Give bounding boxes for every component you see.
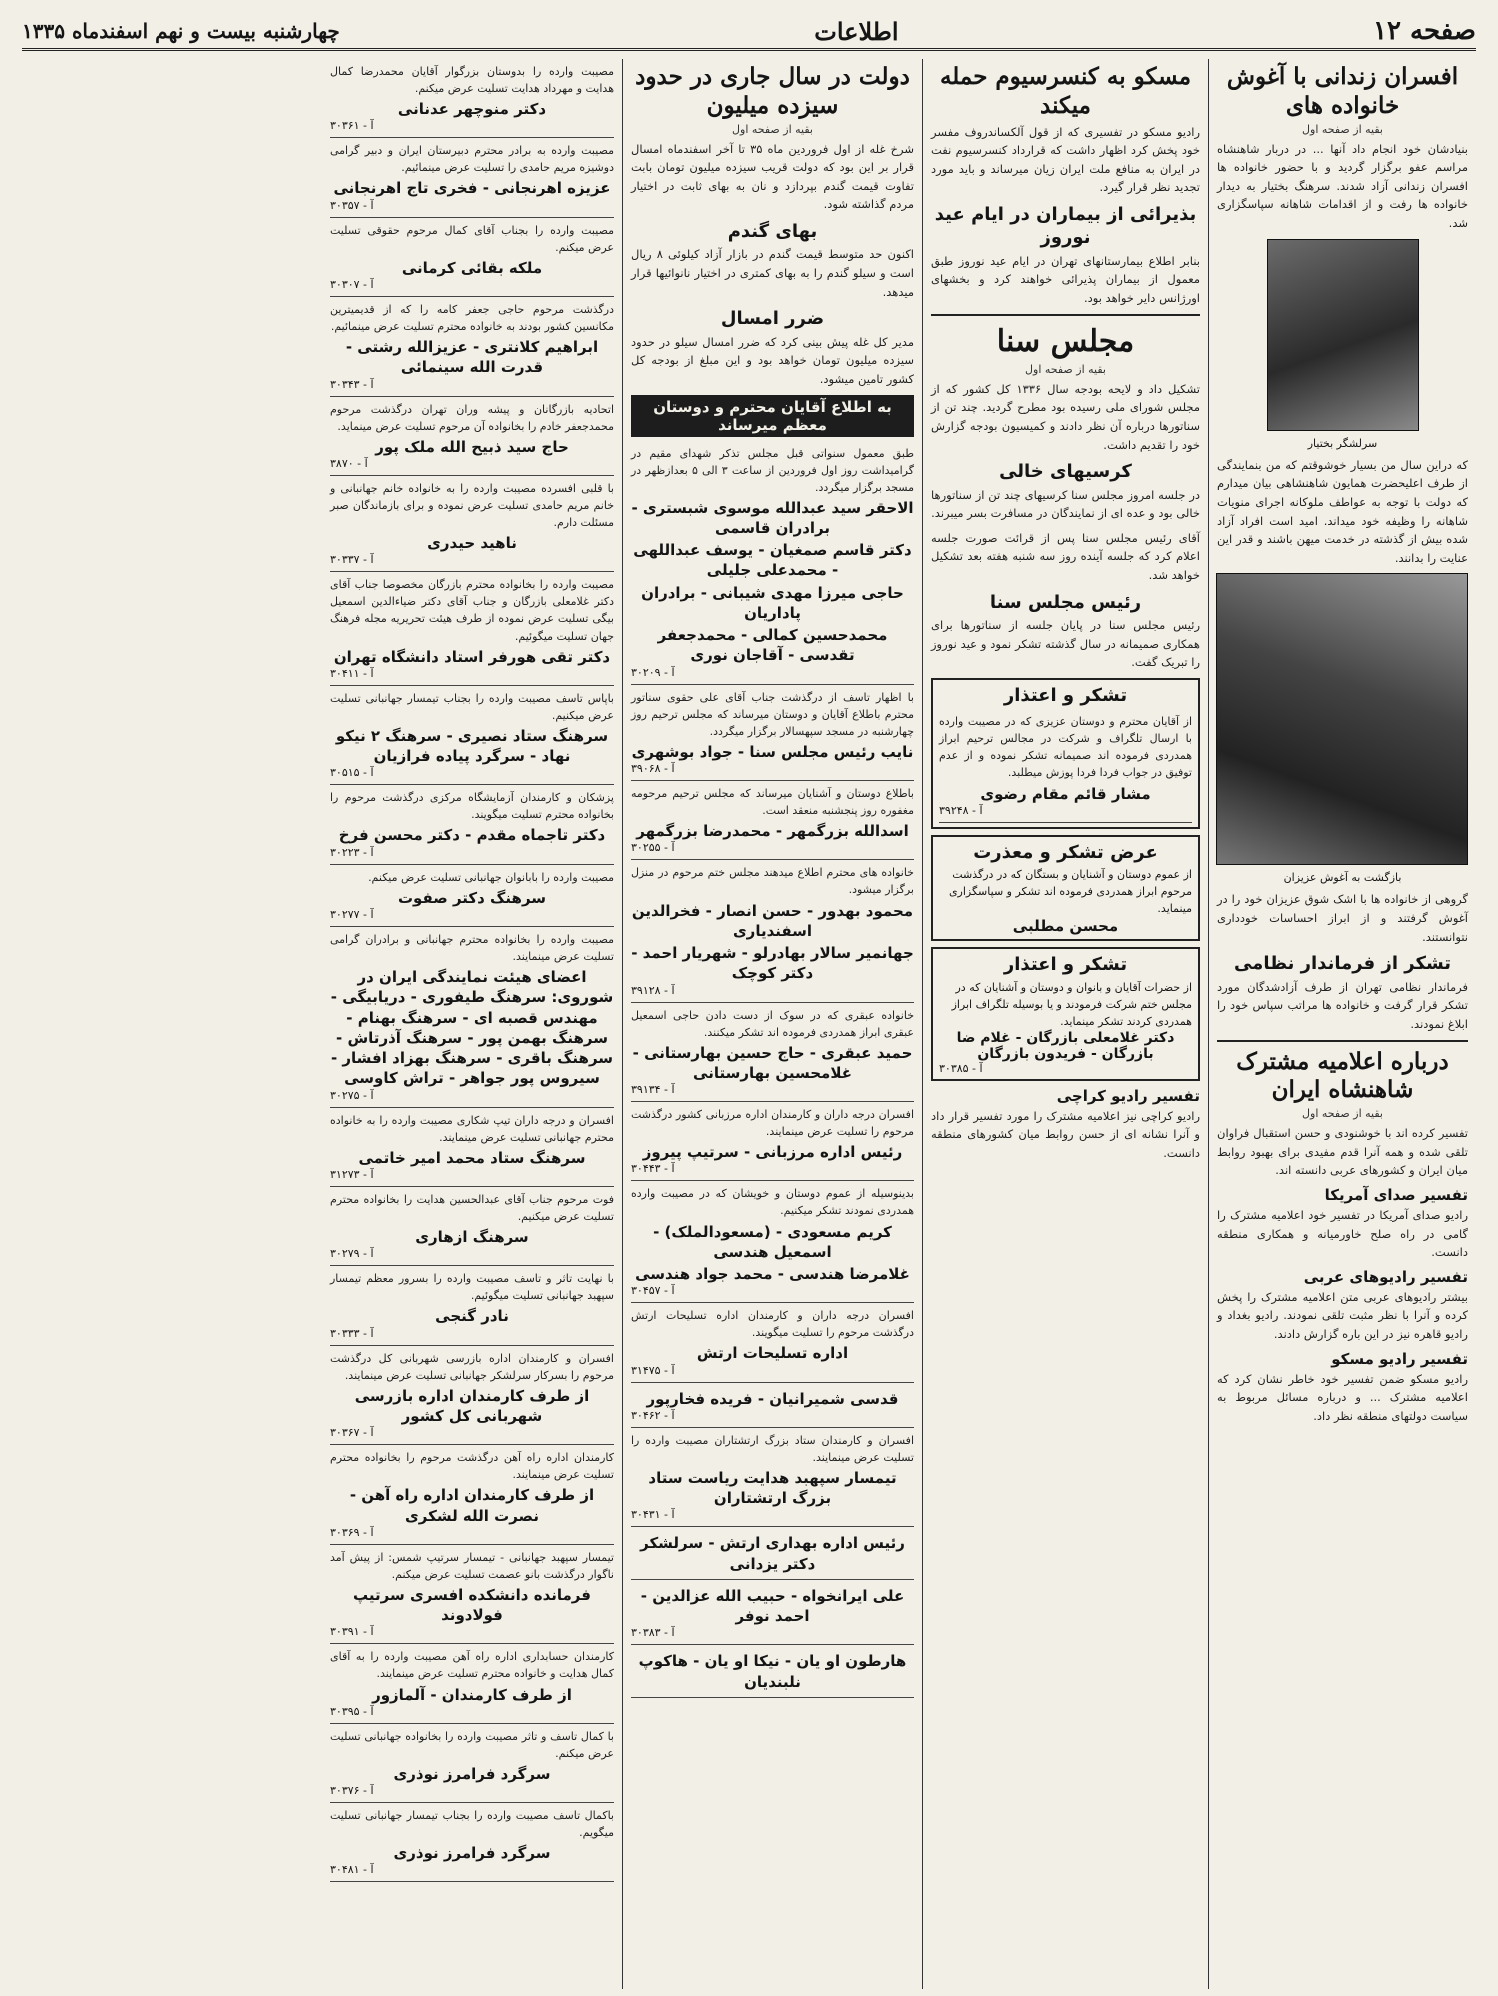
condolence-notice (330, 927, 614, 1108)
condolence-notice (330, 1545, 614, 1645)
article-paragraph: مدیر کل غله پیش بینی کرد که ضرر امسال سیلو در حدود سیزده میلیون تومان خواهد بود و این مبلغ از بودجه کل کشور تامین میشود. (631, 334, 914, 386)
article-paragraph: بنیادشان خود انجام داد آنها ... در دربار شاهنشاه مراسم عفو برگزار گردید و با حضور خانواده ها افسران زندانی آزاد شدند. سرهنگ بختیار به دیدار خانواده ها رفت و از اقدامات شاهانه سپاسگزاری شد. (1217, 141, 1468, 230)
notice-names: دکتر قاسم صمغیان - یوسف عبداللهی - محمدعلی جلیلی (633, 541, 912, 580)
notice-code: آ - ۳۰۴۴۳ (631, 1162, 675, 1176)
notice-names: اسدالله بزرگمهر - محمدرضا بزرگمهر (636, 822, 909, 841)
article-paragraph: رادیو مسکو ضمن تفسیر خود خاطر نشان کرد که اعلامیه مشترک ... و درباره مسائل مربوط به سیاست دولتهای منطقه نظر داد. (1217, 1371, 1468, 1423)
condolence-notice (330, 686, 614, 786)
notice-text: افسران درجه داران و کارمندان اداره تسلیحات ارتش درگذشت مرحوم را تسلیت میگویند. (631, 1309, 914, 1340)
notice-text: باطلاع دوستان و آشنایان میرساند که مجلس ترحیم مرحومه مغفوره روز پنجشنبه منعقد است. (631, 787, 914, 818)
notice-signature: سرگرد فرامرز نوذری (393, 1844, 551, 1863)
condolence-notice (330, 1803, 614, 1882)
notice-signature: مشار قائم مقام رضوی (980, 784, 1151, 803)
notice-code: آ - ۳۰۴۶۲ (631, 1408, 675, 1422)
notice-text: مصیبت وارده را بخانواده محترم بازرگان مخصوصا جناب آقای دکتر غلامعلی بازرگان و جناب آقای دکتر ضیاءالدین اسمعیل بیگی تسلیت عرض نموده از طرف هیئت تحریریه مجله فرهنگ جهان تسلیت میگوئیم. (330, 578, 614, 643)
article-paragraph: آقای رئیس مجلس سنا پس از قرائت صورت جلسه اعلام کرد که جلسه آینده روز سه شنبه هفته بعد تشکیل خواهد شد. (931, 530, 1200, 583)
notice-code: آ - ۳۰۳۳۷ (330, 553, 374, 567)
notice-signature: ابراهیم کلانتری - عزیزالله رشتی - قدرت الله سینمائی (345, 338, 599, 377)
continued-label: بقیه از صفحه اول (1025, 362, 1106, 376)
notice (631, 1428, 914, 1528)
notice-code: آ - ۳۰۳۹۱ (330, 1625, 374, 1639)
page-header (22, 14, 1476, 51)
notice-code: آ - ۳۰۳۶۱ (330, 119, 374, 133)
article-paragraph: که دراین سال من بسیار خوشوقتم که من بنمایندگی از طرف اعلیحضرت همایون شاهنشاهی بیان میدارم که دولت با توجه به عواطف ملوکانه اجرای منویات شاهانه را وظیفه خود میداند. امید است افراد آزاد شده بیش از گذشته در خدمت میهن باشند و قدر این عنایت را بدانند. (1217, 457, 1468, 565)
notice-text: افسران و کارمندان اداره بازرسی شهربانی کل درگذشت مرحوم را بسرکار سرلشکر جهانبانی تسلیت عرض مینمایند. (330, 1351, 614, 1382)
notice-signature: نادر گنجی (435, 1307, 509, 1326)
notice-names: نایب رئیس مجلس سنا - جواد بوشهری (631, 742, 914, 761)
notice-text: تیمسار سپهبد جهانبانی - تیمسار سرتیپ شمس: از پیش آمد ناگوار درگذشت بانو عصمت تسلیت عرض میکنم. (330, 1550, 614, 1581)
condolence-notice (330, 476, 614, 572)
notice-code: آ - ۳۹۱۲۸ (631, 983, 675, 997)
article-paragraph: اکنون حد متوسط قیمت گندم در بازار آزاد کیلوئی ۸ ریال است و سیلو گندم را به بهای کمتری در اختیار نانوائیها قرار میدهد. (631, 247, 914, 299)
notice-names: محمدحسین کمالی - محمدجعفر تقدسی - آقاجان نوری (657, 626, 888, 665)
notice (631, 1181, 914, 1303)
condolence-notice (330, 397, 614, 476)
notice-signature: ناهید حیدری (427, 534, 517, 553)
notice-text: افسران و درجه داران تیپ شکاری مصیبت وارده را به خانواده محترم جهانبانی تسلیت عرض مینمایند. (330, 1113, 614, 1144)
notice-title: عرض تشکر و معذرت (973, 841, 1158, 863)
notice-text: فوت مرحوم جناب آقای عبدالحسین هدایت را بخانواده محترم تسلیت عرض میکنیم. (330, 1192, 614, 1224)
headline-budget: دولت در سال جاری در حدود سیزده میلیون (635, 63, 910, 119)
notice-code: آ - ۳۰۳۹۵ (330, 1704, 374, 1718)
subheading: تفسیر رادیوهای عربی (1303, 1267, 1468, 1286)
notice-signature: سرهنگ ستاد نصیری - سرهنگ ۲ نیکو نهاد - سرگرد پیاده فرازیان (335, 726, 609, 766)
headline-prisoners: افسران زندانی با آغوش خانواده های (1226, 63, 1459, 119)
article-paragraph: رادیو کراچی نیز اعلامیه مشترک را مورد تفسیر قرار داد و آنرا نشانه ای از حسن روابط میان کشورهای منطقه دانست. (931, 1108, 1200, 1161)
notice-text: درگذشت مرحوم حاجی جعفر کامه را که از قدیمیترین مکانسین کشور بودند به خانواده محترم تسلیت عرض مینمائیم. (330, 303, 614, 334)
condolence-notice (330, 59, 614, 138)
notice-text: با نهایت تاثر و تاسف مصیبت وارده را بسرور معظم تیمسار سپهبد جهانبانی تسلیت میگوئیم. (330, 1272, 614, 1303)
notice-signature: دکتر غلامعلی بازرگان - غلام ضا بازرگان - فریدون بازرگان (956, 1029, 1175, 1062)
condolence-notice (330, 1644, 614, 1723)
notice-names: قدسی شمیرانیان - فریده فخارپور (646, 1389, 899, 1408)
article-paragraph: در جلسه امروز مجلس سنا کرسیهای چند تن از سناتورها خالی بود و عده ای از نمایندگان در مسافرت بسر میبرند. (931, 487, 1200, 521)
notice-code: آ - ۳۱۴۷۵ (631, 1363, 675, 1377)
notice-code: آ - ۳۰۳۵۷ (330, 198, 374, 212)
divider (931, 314, 1200, 316)
subheading: تفسیر رادیو مسکو (1331, 1349, 1468, 1368)
notice-text: بدینوسیله از عموم دوستان و خویشان که در مصیبت وارده همدردی نمودند تشکر میکنیم. (631, 1187, 914, 1218)
subheading: تفسیر رادیو کراچی (1056, 1086, 1200, 1105)
notice-code: آ - ۳۰۴۸۱ (330, 1863, 374, 1877)
notice-signature: از طرف کارمندان - آلمازور (372, 1685, 572, 1704)
notice-text: از حضرات آقایان و بانوان و دوستان و آشنایان که در مجلس ختم شرکت فرمودند و یا بوسیله تلگراف ابراز همدردی کردند تشکر مینماید. (951, 980, 1192, 1028)
column-three (622, 59, 922, 1989)
notice (631, 1580, 914, 1646)
notice-text: خانواده عبقری که در سوک از دست دادن حاجی اسمعیل عبقری ابراز همدردی فرموده اند تشکر میکنند. (631, 1008, 914, 1039)
notice-text: کارمندان حسابداری اداره راه آهن مصیبت وارده را به آقای کمال هدایت و خانواده محترم تسلیت عرض مینمایند. (330, 1650, 614, 1681)
column-left-notices (322, 59, 622, 1989)
headline-senate: مجلس سنا (996, 323, 1135, 359)
notice-code: آ - ۳۰۲۲۳ (330, 845, 374, 859)
page-number: صفحه ۱۲ (1373, 16, 1476, 46)
notice-signature: دکتر تقی هورفر استاد دانشگاه تهران (333, 647, 611, 666)
notice-text: باپاس تاسف مصیبت وارده را بجناب تیمسار جهانبانی تسلیت عرض میکنیم. (330, 691, 614, 722)
photo-caption: سرلشگر بختیار (1307, 436, 1378, 450)
notice-text: مصیبت وارده را بابانوان جهانبانی تسلیت عرض میکنم. (368, 870, 614, 884)
article-paragraph: رادیو مسکو در تفسیری که از قول آلکساندروف مفسر خود پخش کرد اظهار داشت که قرارداد کنسرسیوم نفت در ایران به منافع ملت ایران زیان میرساند و باید مورد تجدید نظر قرار گیرد. (931, 124, 1200, 195)
condolence-notice (330, 865, 614, 927)
notice-code: آ - ۳۰۲۰۹ (631, 665, 675, 679)
issue-date: چهارشنبه بیست و نهم اسفندماه ۱۳۳۵ (22, 19, 340, 43)
notice-code: آ - ۳۹۰۶۸ (631, 762, 675, 776)
condolence-notice (330, 1346, 614, 1446)
notice-signature: سرهنگ ازهاری (415, 1228, 529, 1247)
notice (631, 1303, 914, 1382)
notice-names: حاجی میرزا مهدی شیبانی - برادران پاداریان (641, 583, 904, 622)
notice-text: از آقایان محترم و دوستان عزیزی که در مصیبت وارده با ارسال تلگراف و شرکت در مجالس ترحیم ابراز همدردی فرموده اند صمیمانه تشکر نموده و از عدم توفیق در جواب فردا فردا پوزش میطلبد. (939, 715, 1192, 780)
subheading: تشکر از فرماندار نظامی (1233, 953, 1452, 975)
column-four (922, 59, 1208, 1989)
condolence-notice (330, 1445, 614, 1545)
article-paragraph: تفسیر کرده اند با خوشنودی و حسن استقبال فراوان تلقی شده و همه آنرا قدم مفیدی برای بهبود روابط میان ایران و کشورهای عربی دانسته اند. (1217, 1126, 1468, 1178)
notice (631, 781, 914, 860)
article-paragraph: رئیس مجلس سنا در پایان جلسه از سناتورها برای همکاری صمیمانه در سال گذشته تشکر نمود و عید نوروز را تبریک گفت. (931, 618, 1200, 670)
subheading: بذیرائی از بیماران در ایام عید نوروز (934, 204, 1197, 249)
notice-code: آ - ۳۱۲۷۳ (330, 1167, 374, 1181)
notice-signature: محسن مطلبی (1012, 917, 1119, 936)
notice-code: آ - ۳۰۳۸۵ (939, 1061, 983, 1075)
article-paragraph: بنابر اطلاع بیمارستانهای تهران در ایام عید نوروز طبق معمول از بیماران پذیرائی خواهند کرد و بخشهای اورژانس دایر خواهد بود. (931, 253, 1200, 306)
notice-text: از عموم دوستان و آشنایان و بستگان که در درگذشت مرحوم ابراز همدردی فرموده اند تشکر و سپاسگزاری مینماید. (948, 868, 1192, 916)
notice-text: کارمندان اداره راه آهن درگذشت مرحوم را بخانواده محترم تسلیت عرض مینمایند. (330, 1451, 614, 1482)
continued-label: بقیه از صفحه اول (1302, 122, 1383, 136)
subheading: ضرر امسال (720, 308, 825, 330)
notice (631, 860, 914, 1002)
notice-code: آ - ۳۰۳۳۳ (330, 1326, 374, 1340)
notice (631, 685, 914, 781)
photo-caption: بازگشت به آغوش عزیزان (1283, 871, 1402, 885)
condolence-notice (330, 785, 614, 864)
notice-box (931, 678, 1200, 829)
notice-signature: دکتر تاجماه مقدم - دکتر محسن فرخ (338, 826, 606, 845)
condolence-notice (330, 1266, 614, 1345)
notice-names: اداره تسلیحات ارتش (696, 1344, 849, 1363)
condolence-notice (330, 1724, 614, 1803)
notice-code: آ - ۳۰۴۳۱ (631, 1508, 675, 1522)
notice-names: رئیس اداره مرزبانی - سرتیپ پیروز (642, 1143, 903, 1162)
article-paragraph: فرماندار نظامی تهران از طرف آزادشدگان مورد تشکر قرار گرفت و خانواده ها مراتب سپاس خود را ابلاغ نمودند. (1217, 979, 1468, 1031)
notice-code: آ - ۳۰۳۴۳ (330, 377, 374, 391)
notice-box (931, 835, 1200, 942)
article-paragraph: شرخ غله از اول فروردین ماه ۳۵ تا آخر اسفندماه امسال قرار بر این بود که دولت قریب سیزده میلیون تومان بابت تفاوت قیمت گندم بپردازد و نان به بهای ثابت در اختیار مردم گذاشته شود. (631, 141, 914, 212)
notice-names: تیمسار سپهبد هدایت ریاست ستاد بزرگ ارتشتاران (648, 1468, 897, 1508)
notice-text: با کمال تاسف و تاثر مصیبت وارده را بخانواده جهانبانی تسلیت عرض میکنم. (330, 1729, 614, 1760)
condolence-notice (330, 1108, 614, 1187)
notice-text: افسران درجه داران و کارمندان اداره مرزبانی کشور درگذشت مرحوم را تسلیت عرض مینمایند. (631, 1108, 914, 1139)
subheading: تفسیر صدای آمریکا (1324, 1185, 1468, 1204)
notice-code: آ - ۳۰۳۰۷ (330, 278, 374, 292)
notice-box (931, 947, 1200, 1081)
reunion-photo (1216, 573, 1468, 865)
column-right (1208, 59, 1476, 1989)
notice-names: الاحقر سید عبدالله موسوی شبستری - برادران قاسمی (631, 498, 914, 537)
notice-signature: سرهنگ دکتر صفوت (397, 888, 547, 907)
condolence-notice (330, 218, 614, 297)
notice-signature: ملکه بقائی کرمانی (401, 258, 543, 277)
notice-code: آ - ۳۹۲۴۸ (939, 803, 983, 817)
notice-title: تشکر و اعتذار (1003, 684, 1128, 706)
notice (631, 1383, 914, 1428)
notice-code: آ - ۳۰۲۷۵ (330, 1088, 374, 1102)
subheading: بهای گندم (727, 221, 818, 242)
subheading: کرسیهای خالی (999, 461, 1132, 483)
notice-text: با اظهار تاسف از درگذشت جناب آقای علی حقوی سناتور محترم باطلاع آقایان و دوستان میرساند که مجلس ترحیم روز چهارشنبه در مسجد سپهسالار برگزار میگردد. (631, 690, 914, 738)
notice-code: آ - ۳۰۲۵۵ (631, 841, 675, 855)
notice-banner: به اطلاع آقایان محترم و دوستان معظم میرساند (631, 395, 914, 437)
notice-signature: سرگرد فرامرز نوذری (393, 1764, 551, 1783)
notice-text: خانواده های محترم اطلاع میدهند مجلس ختم مرحوم در منزل برگزار میشود. (631, 866, 914, 897)
condolence-notice (330, 572, 614, 685)
continued-label: بقیه از صفحه اول (1302, 1107, 1383, 1121)
subheading: رئیس مجلس سنا (989, 591, 1142, 613)
article-paragraph: بیشتر رادیوهای عربی متن اعلامیه مشترک را پخش کرده و آنرا با نظر مثبت تلقی نمودند. رادیو بغداد و رادیو قاهره نیز در این باره گزارش دادند. (1217, 1289, 1468, 1342)
notice (631, 1645, 914, 1698)
continued-label: بقیه از صفحه اول (732, 122, 813, 136)
condolence-notice (330, 297, 614, 397)
notice-code: آ - ۳۰۳۸۳ (631, 1626, 675, 1640)
notice-names: هارطون او یان - نیکا او یان - هاکوپ نلبندیان (638, 1652, 907, 1691)
notice-names: غلامرضا هندسی - محمد جواد هندسی (635, 1265, 910, 1284)
article-paragraph: گروهی از خانواده ها با اشک شوق عزیزان خود را در آغوش گرفتند و از ابراز احساسات خودداری نتوانستند. (1217, 892, 1468, 944)
notice-signature: دکتر منوچهر عدنانی (397, 100, 547, 119)
notice-code: آ - ۳۹۱۳۴ (631, 1083, 675, 1097)
notice (631, 1102, 914, 1181)
notice-code: آ - ۳۰۲۷۹ (330, 1247, 374, 1261)
notice-text: باکمال تاسف مصیبت وارده را بجناب تیمسار جهانبانی تسلیت میگویم. (330, 1809, 614, 1840)
notice-code: آ - ۳۰۵۱۵ (330, 766, 374, 780)
notice-names: کریم مسعودی - (مسعودالملک) - اسمعیل هندسی (653, 1222, 892, 1261)
notice-names: جهانمیر سالار بهادرلو - شهریار احمد - دکتر کوچک (631, 944, 914, 983)
headline-moscow: مسکو به کنسرسیوم حمله میکند (939, 63, 1192, 119)
notice-names: علی ایرانخواه - حبیب الله عزالدین - احمد نوفر (640, 1586, 905, 1626)
notice-text: مصیبت وارده را بجناب آقای کمال مرحوم حقوقی تسلیت عرض میکنم. (330, 223, 614, 254)
notice-names: حمید عبقری - حاج حسین بهارستانی - غلامحسین بهارستانی (632, 1043, 913, 1082)
condolence-notice (330, 1187, 614, 1266)
notice-code: آ - ۳۰۲۷۷ (330, 908, 374, 922)
notice-names: محمود بهدور - حسن انصار - فخرالدین اسفندیاری (631, 901, 914, 940)
article-paragraph: رادیو صدای آمریکا در تفسیر خود اعلامیه مشترک را گامی در راه صلح خاورمیانه و همکاری منطقه دانست. (1217, 1207, 1468, 1260)
headline-communique: درباره اعلامیه مشترک شاهنشاه ایران (1236, 1047, 1449, 1104)
notice-text: با قلبی افسرده مصیبت وارده را به خانواده خانم جهانبانی و خانم مریم حامدی تسلیت عرض نموده و برای بازماندگان صبر مسئلت دارم. (330, 481, 614, 530)
notice-signature: سرهنگ ستاد محمد امیر خاتمی (358, 1148, 586, 1167)
paper-name: اطلاعات (814, 16, 899, 46)
notice (631, 1527, 914, 1580)
portrait-photo (1267, 239, 1419, 431)
notice-text: اتحادیه بازرگانان و پیشه وران تهران درگذشت مرحوم محمدجعفر خادم را بخانواده آن مرحوم تسلیت عرض مینماید. (330, 402, 614, 433)
notice-names: رئیس اداره بهداری ارتش - سرلشکر دکتر یزدانی (640, 1534, 905, 1573)
notice-signature: عزیزه اهرنجانی - فخری تاج اهرنجانی (333, 179, 611, 198)
notice-signature: حاج سید ذبیح الله ملک پور (375, 437, 569, 456)
notice-text: طبق معمول سنواتی قبل مجلس تذکر شهدای مقیم در گرامیداشت روز اول فروردین از ساعت ۳ الی ۵ بعدازظهر در مسجد برگزار میگردد. (631, 446, 914, 494)
notice-code: آ - ۳۸۷۰ (330, 456, 368, 470)
notice-signature: از طرف کارمندان اداره راه آهن - نصرت الله لشکری (349, 1486, 595, 1525)
notice-text: مصیبت وارده به برادر محترم دبیرستان ایران و دبیر گرامی دوشیزه مریم حامدی را تسلیت عرض مینمائیم. (330, 144, 614, 175)
notice-text: مصیبت وارده را بخانواده محترم جهانبانی و برادران گرامی تسلیت عرض مینمایند. (330, 933, 614, 964)
notice-signature: فرمانده دانشکده افسری سرتیپ فولادوند (353, 1585, 591, 1625)
notice-code: آ - ۳۰۳۶۹ (330, 1525, 374, 1539)
notice-text: افسران و کارمندان ستاد بزرگ ارتشتاران مصیبت وارده را تسلیت عرض مینمایند. (631, 1433, 914, 1464)
notice-text: پزشکان و کارمندان آزمایشگاه مرکزی درگذشت مرحوم را بخانواده محترم تسلیت میگویند. (330, 791, 614, 822)
notice (631, 441, 914, 685)
condolence-notice (330, 138, 614, 217)
notice-signature: اعضای هیئت نمایندگی ایران در شوروی: سرهنگ طیفوری - دریابیگی - مهندس قصبه ای - سرهنگ بهنام - سرهنگ بهمن پور - سرهنگ آذرتاش - سرهنگ باقری - سرهنگ بهزاد افشار - سیروس پور جواهر - تراش کاوسی (330, 968, 614, 1088)
notice-signature: از طرف کارمندان اداره بازرسی شهربانی کل کشور (354, 1386, 590, 1425)
notice-code: آ - ۳۰۳۷۶ (330, 1784, 374, 1798)
notice-text: مصیبت وارده را بدوستان بزرگوار آقایان محمدرضا کمال هدایت و مهرداد هدایت تسلیت عرض میکنم. (330, 65, 614, 96)
notice-code: آ - ۳۰۳۶۷ (330, 1426, 374, 1440)
notice-code: آ - ۳۰۴۵۷ (631, 1284, 675, 1298)
divider (1217, 1040, 1468, 1042)
notice-code: آ - ۳۰۴۱۱ (330, 666, 374, 680)
notice-title: تشکر و اعتذار (1003, 954, 1128, 976)
notice (631, 1003, 914, 1103)
article-paragraph: تشکیل داد و لایحه بودجه سال ۱۳۳۶ کل کشور که از مجلس شورای ملی رسیده بود مطرح گردید. چند تن از سناتورها درباره آن نظر دادند و کمیسیون بودجه گزارش خود را تقدیم داشت. (931, 381, 1200, 452)
